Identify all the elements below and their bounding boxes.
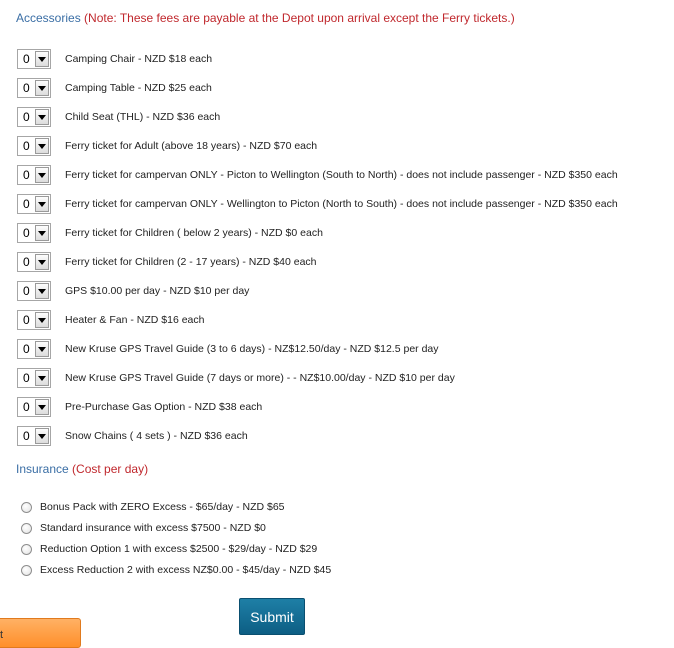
- accessory-row: [17, 338, 439, 360]
- quantity-select[interactable]: [17, 281, 51, 301]
- accessory-row: [17, 48, 212, 70]
- accessory-label: Ferry ticket for Children (2 - 17 years) - NZD $40 each: [65, 256, 317, 268]
- insurance-option-label: Excess Reduction 2 with excess NZ$0.00 - $45/day - NZD $45: [40, 564, 332, 576]
- insurance-heading: [16, 462, 148, 476]
- quantity-value: 0: [23, 168, 30, 182]
- quantity-value: 0: [23, 284, 30, 298]
- submit-button[interactable]: Submit: [239, 598, 305, 635]
- quantity-select[interactable]: [17, 194, 51, 214]
- chevron-down-icon[interactable]: [35, 399, 49, 415]
- insurance-option-label: Bonus Pack with ZERO Excess - $65/day - NZD $65: [40, 501, 285, 513]
- accessory-label: New Kruse GPS Travel Guide (7 days or more) - - NZ$10.00/day - NZD $10 per day: [65, 372, 455, 384]
- radio-icon[interactable]: [21, 523, 32, 534]
- quantity-value: 0: [23, 226, 30, 240]
- accessory-row: [17, 251, 317, 273]
- accessory-label: GPS $10.00 per day - NZD $10 per day: [65, 285, 250, 297]
- accessory-label: Camping Chair - NZD $18 each: [65, 53, 213, 65]
- chevron-down-icon[interactable]: [35, 138, 49, 154]
- quantity-select[interactable]: [17, 49, 51, 69]
- accessory-row: [17, 135, 317, 157]
- quantity-select[interactable]: [17, 136, 51, 156]
- radio-icon[interactable]: [21, 502, 32, 513]
- accessory-label: Camping Table - NZD $25 each: [65, 82, 212, 94]
- chevron-down-icon[interactable]: [35, 196, 49, 212]
- quantity-select[interactable]: [17, 368, 51, 388]
- accessories-heading: [16, 11, 515, 25]
- accessories-title: Accessories: [16, 11, 81, 25]
- insurance-option[interactable]: [21, 520, 266, 536]
- quantity-value: 0: [23, 255, 30, 269]
- accessory-row: [17, 280, 249, 302]
- quantity-select[interactable]: [17, 252, 51, 272]
- accessory-row: [17, 164, 618, 186]
- insurance-option[interactable]: [21, 541, 317, 557]
- chevron-down-icon[interactable]: [35, 225, 49, 241]
- quantity-value: 0: [23, 197, 30, 211]
- accessory-label: Ferry ticket for Children ( below 2 years) - NZD $0 each: [65, 227, 323, 239]
- insurance-title: Insurance: [16, 462, 69, 476]
- quantity-value: 0: [23, 313, 30, 327]
- accessory-label: Child Seat (THL) - NZD $36 each: [65, 111, 221, 123]
- accessory-row: [17, 77, 212, 99]
- chevron-down-icon[interactable]: [35, 167, 49, 183]
- quantity-value: 0: [23, 110, 30, 124]
- insurance-option[interactable]: [21, 562, 331, 578]
- quantity-value: 0: [23, 371, 30, 385]
- accessory-label: Ferry ticket for Adult (above 18 years) - NZD $70 each: [65, 140, 318, 152]
- radio-icon[interactable]: [21, 544, 32, 555]
- accessory-row: [17, 106, 220, 128]
- chevron-down-icon[interactable]: [35, 370, 49, 386]
- accessory-label: New Kruse GPS Travel Guide (3 to 6 days) - NZ$12.50/day - NZD $12.5 per day: [65, 343, 439, 355]
- chevron-down-icon[interactable]: [35, 51, 49, 67]
- accessory-row: [17, 309, 204, 331]
- insurance-note: (Cost per day): [72, 462, 149, 476]
- quantity-select[interactable]: [17, 339, 51, 359]
- insurance-option[interactable]: [21, 499, 285, 515]
- chevron-down-icon[interactable]: [35, 428, 49, 444]
- orange-tab[interactable]: t: [0, 618, 81, 648]
- insurance-option-label: Reduction Option 1 with excess $2500 - $29/day - NZD $29: [40, 543, 318, 555]
- chevron-down-icon[interactable]: [35, 312, 49, 328]
- insurance-option-label: Standard insurance with excess $7500 - NZD $0: [40, 522, 266, 534]
- quantity-value: 0: [23, 81, 30, 95]
- accessory-label: Heater & Fan - NZD $16 each: [65, 314, 205, 326]
- accessory-row: [17, 425, 248, 447]
- chevron-down-icon[interactable]: [35, 254, 49, 270]
- quantity-select[interactable]: [17, 426, 51, 446]
- chevron-down-icon[interactable]: [35, 80, 49, 96]
- accessory-label: Ferry ticket for campervan ONLY - Picton to Wellington (South to North) - does not include passenger - NZD $350 each: [65, 169, 618, 181]
- chevron-down-icon[interactable]: [35, 341, 49, 357]
- chevron-down-icon[interactable]: [35, 283, 49, 299]
- chevron-down-icon[interactable]: [35, 109, 49, 125]
- accessory-row: [17, 193, 618, 215]
- quantity-value: 0: [23, 342, 30, 356]
- accessory-row: [17, 367, 455, 389]
- quantity-value: 0: [23, 429, 30, 443]
- quantity-value: 0: [23, 400, 30, 414]
- quantity-select[interactable]: [17, 165, 51, 185]
- accessory-label: Snow Chains ( 4 sets ) - NZD $36 each: [65, 430, 248, 442]
- quantity-value: 0: [23, 139, 30, 153]
- quantity-value: 0: [23, 52, 30, 66]
- accessory-label: Ferry ticket for campervan ONLY - Wellington to Picton (North to South) - does not include passenger - NZD $350 each: [65, 198, 618, 210]
- accessory-label: Pre-Purchase Gas Option - NZD $38 each: [65, 401, 263, 413]
- accessory-row: [17, 396, 262, 418]
- quantity-select[interactable]: [17, 107, 51, 127]
- accessories-note: (Note: These fees are payable at the Depot upon arrival except the Ferry tickets.): [84, 11, 515, 25]
- radio-icon[interactable]: [21, 565, 32, 576]
- accessory-row: [17, 222, 323, 244]
- quantity-select[interactable]: [17, 310, 51, 330]
- quantity-select[interactable]: [17, 223, 51, 243]
- quantity-select[interactable]: [17, 78, 51, 98]
- quantity-select[interactable]: [17, 397, 51, 417]
